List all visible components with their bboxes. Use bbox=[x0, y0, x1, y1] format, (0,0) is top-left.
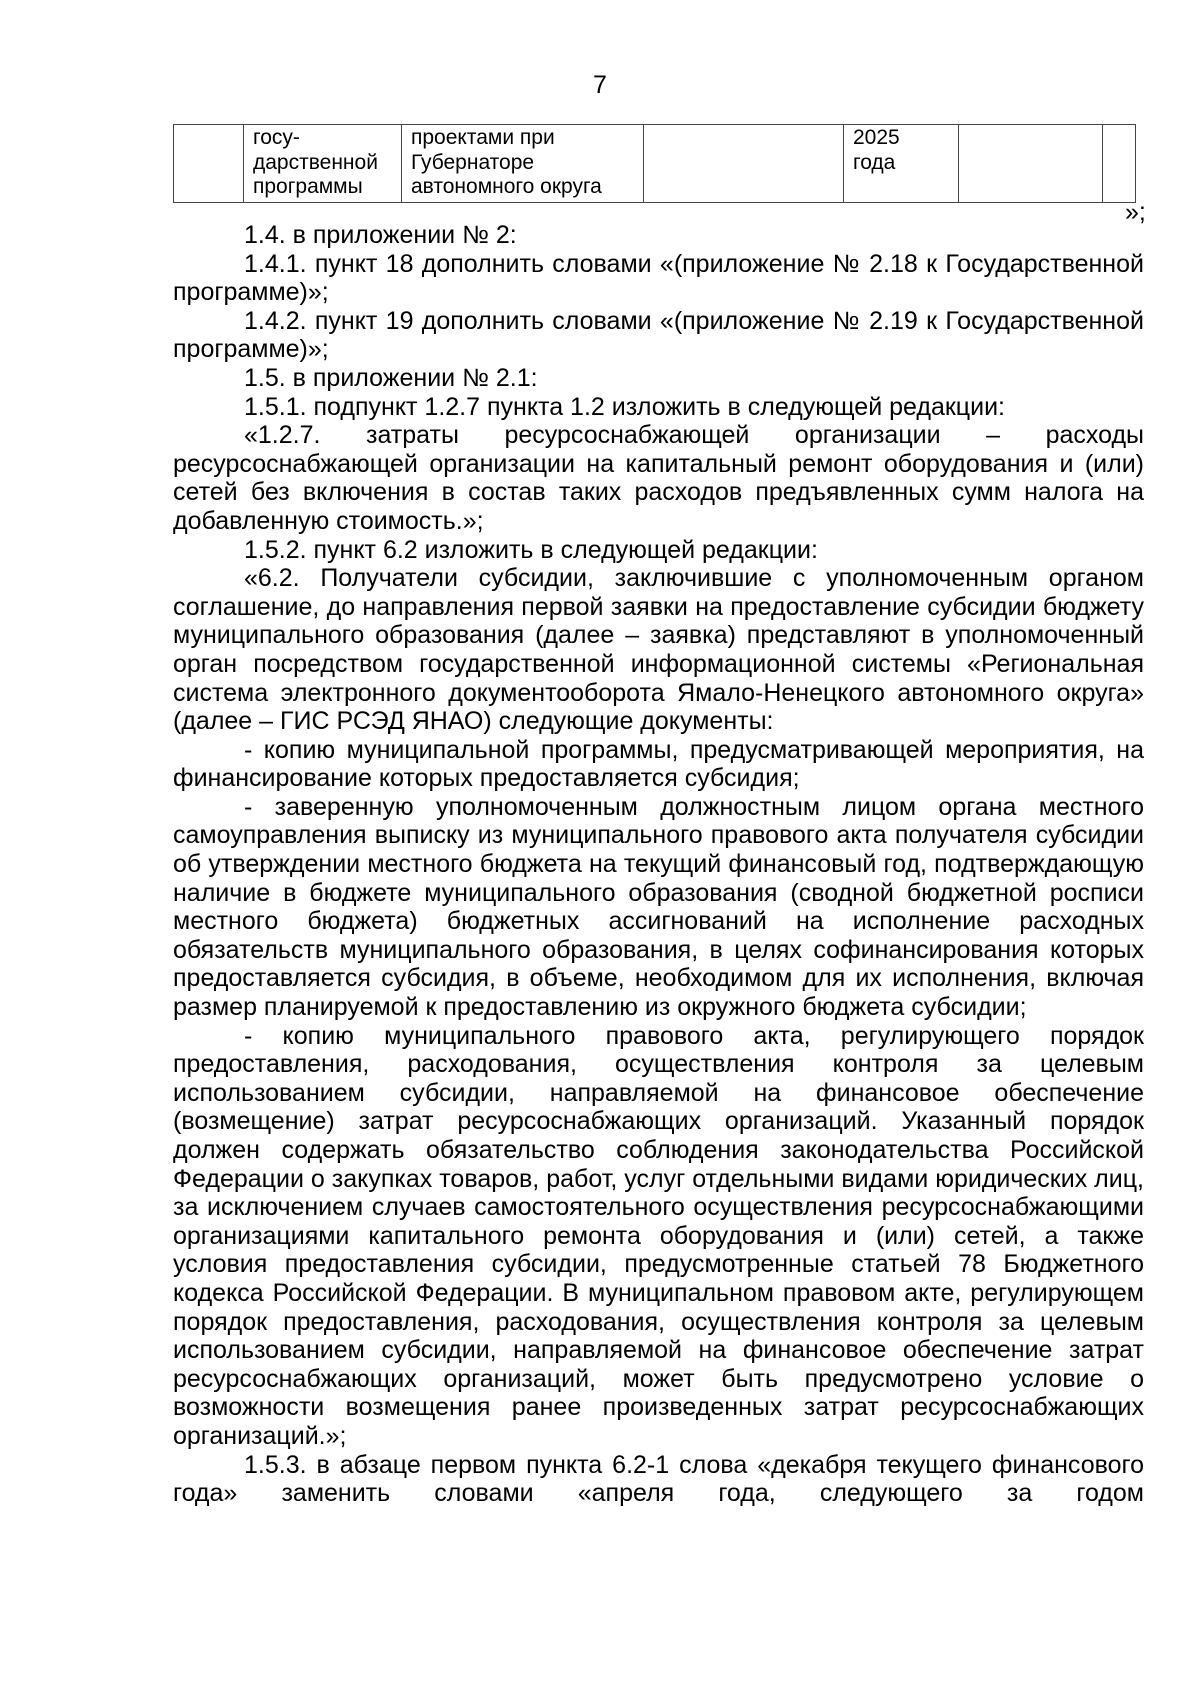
paragraph: 1.5.2. пункт 6.2 изложить в следующей редакции: bbox=[244, 535, 818, 564]
table-row bbox=[174, 125, 1136, 203]
paragraph: 1.5. в приложении № 2.1: bbox=[244, 363, 538, 392]
closing-quote: »; bbox=[1125, 198, 1146, 226]
table-body bbox=[174, 125, 1136, 203]
table-cell bbox=[1103, 125, 1136, 203]
paragraph: 1.5.1. подпункт 1.2.7 пункта 1.2 изложить в следующей редакции: bbox=[244, 392, 1005, 421]
paragraph: 1.5.3. в абзаце первом пункта 6.2-1 слова «декабря текущего финансового года» заменить словами «апреля года, следующего за годом bbox=[173, 1450, 1144, 1508]
paragraph: 1.4.1. пункт 18 дополнить словами «(приложение № 2.18 к Государственной программе)»; bbox=[173, 249, 1144, 307]
paragraph: - копию муниципальной программы, предусматривающей мероприятия, на финансирование которых предоставляется субсидия; bbox=[173, 735, 1144, 793]
paragraph: «6.2. Получатели субсидии, заключившие с уполномоченным органом соглашение, до направления первой заявки на предоставление субсидии бюджету муниципального образования (далее – заявка) представляют в уполномоченный орган посредством государственной информационной системы «Региональная система электронного документооборота Ямало-Ненецкого автономного округа» (далее – ГИС РСЭД ЯНАО) следующие документы: bbox=[173, 564, 1144, 736]
table-cell bbox=[174, 125, 244, 203]
table-cell bbox=[959, 125, 1103, 203]
table-cell: госу- дарственной программы bbox=[244, 125, 402, 203]
paragraph: «1.2.7. затраты ресурсоснабжающей организации – расходы ресурсоснабжающей организации на капитальный ремонт оборудования и (или) сетей без включения в состав таких расходов предъявленных сумм налога на добавленную стоимость.»; bbox=[173, 421, 1144, 535]
paragraph: 1.4. в приложении № 2: bbox=[244, 221, 517, 249]
page-number: 7 bbox=[593, 71, 607, 99]
continuation-table bbox=[173, 124, 1136, 203]
document-body bbox=[173, 221, 1144, 1508]
table-cell: 2025 года bbox=[844, 125, 959, 203]
paragraph: 1.4.2. пункт 19 дополнить словами «(приложение № 2.19 к Государственной программе)»; bbox=[173, 306, 1144, 364]
paragraph: - заверенную уполномоченным должностным лицом органа местного самоуправления выписку из муниципального правового акта получателя субсидии об утверждении местного бюджета на текущий финансовый год, подтверждающую наличие в бюджете муниципального образования (сводной бюджетной росписи местного бюджета) бюджетных ассигнований на исполнение расходных обязательств муниципального образования, в целях софинансирования которых предоставляется субсидия, в объеме, необходимом для их исполнения, включая размер планируемой к предоставлению из окружного бюджета субсидии; bbox=[173, 792, 1144, 1022]
table-cell: проектами при Губернаторе автономного округа bbox=[402, 125, 644, 203]
paragraph: - копию муниципального правового акта, регулирующего порядок предоставления, расходования, осуществления контроля за целевым использованием субсидии, направляемой на финансовое обеспечение (возмещение) затрат ресурсоснабжающих организаций. Указанный порядок должен содержать обязательство соблюдения законодательства Российской Федерации о закупках товаров, работ, услуг отдельными видами юридических лиц, за исключением случаев самостоятельного осуществления ресурсоснабжающими организациями капитального ремонта оборудования и (или) сетей, а также условия предоставления субсидии, предусмотренные статьей 78 Бюджетного кодекса Российской Федерации. В муниципальном правовом акте, регулирующем порядок предоставления, расходования, осуществления контроля за целевым использованием субсидии, направляемой на финансовое обеспечение затрат ресурсоснабжающих организаций, может быть предусмотрено условие о возможности возмещения ранее произведенных затрат ресурсоснабжающих организаций.»; bbox=[173, 1021, 1144, 1450]
table-cell bbox=[644, 125, 844, 203]
